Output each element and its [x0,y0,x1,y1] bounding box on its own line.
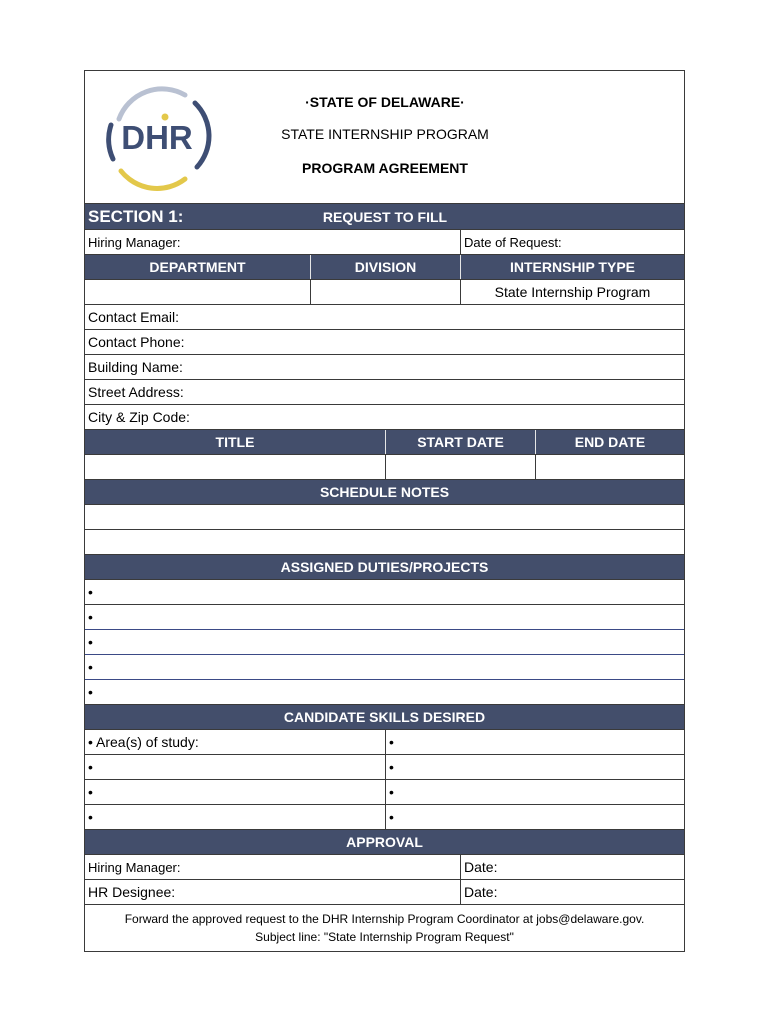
start-date-input[interactable] [385,455,535,479]
area-of-study-field[interactable]: • Area(s) of study: [88,734,199,750]
department-heading: DEPARTMENT [149,259,246,275]
division-heading: DIVISION [310,255,460,279]
duty-bullet: • [88,609,93,625]
department-header-bar [85,254,684,279]
skills-heading: CANDIDATE SKILLS DESIRED [283,709,486,725]
section-label: SECTION 1: [88,206,184,226]
duty-item[interactable] [85,679,684,704]
end-date-heading: END DATE [535,430,684,454]
schedule-notes-line[interactable] [85,504,684,529]
date-of-request-field[interactable]: Date of Request: [460,230,684,254]
contact-phone-field[interactable]: Contact Phone: [88,334,185,350]
section1-bar [85,203,684,229]
city-zip-row [85,404,684,429]
skills-row [85,729,684,754]
section-title: REQUEST TO FILL [322,208,448,225]
skill-field[interactable]: • [385,780,684,804]
skill-field[interactable]: • [385,805,684,829]
skills-row [85,804,684,829]
agreement-heading: PROGRAM AGREEMENT [302,160,468,176]
form-header [85,71,684,203]
state-heading: ·STATE OF DELAWARE· [305,94,465,110]
internship-request-form [84,70,685,952]
duty-bullet: • [88,684,93,700]
approval-row [85,879,684,904]
department-input[interactable] [85,280,310,304]
title-heading: TITLE [215,434,255,450]
approval-heading: APPROVAL [346,834,423,850]
duty-item[interactable] [85,604,684,629]
approval-hiring-manager-field[interactable]: Hiring Manager: [88,859,181,875]
approval-row [85,854,684,879]
division-input[interactable] [310,280,460,304]
approval-bar [85,829,684,854]
footer-row [85,904,684,951]
contact-email-row [85,304,684,329]
hr-designee-field[interactable]: HR Designee: [88,884,176,900]
street-address-row [85,379,684,404]
title-dates-values-row [85,454,684,479]
duties-bar [85,554,684,579]
skill-field[interactable]: • [88,809,93,825]
skills-bar [85,704,684,729]
contact-email-field[interactable]: Contact Email: [88,309,180,325]
building-name-field[interactable]: Building Name: [88,359,183,375]
skill-field[interactable]: • [88,759,93,775]
contact-phone-row [85,329,684,354]
schedule-notes-line[interactable] [85,529,684,554]
duty-bullet: • [88,634,93,650]
schedule-notes-heading: SCHEDULE NOTES [319,484,450,500]
schedule-notes-bar [85,479,684,504]
department-values-row [85,279,684,304]
footer-instruction: Forward the approved request to the DHR Internship Program Coordinator at jobs@delaware.gov. [124,912,645,926]
skill-field[interactable]: • [385,755,684,779]
skills-row [85,754,684,779]
title-input[interactable] [85,455,385,479]
skill-field[interactable]: • [88,784,93,800]
duty-bullet: • [88,584,93,600]
start-date-heading: START DATE [385,430,535,454]
end-date-input[interactable] [535,455,684,479]
request-row [85,229,684,254]
approval-date-field[interactable]: Date: [460,855,684,879]
duties-heading: ASSIGNED DUTIES/PROJECTS [280,559,489,575]
skills-row [85,779,684,804]
internship-type-value[interactable]: State Internship Program [460,280,684,304]
building-name-row [85,354,684,379]
hr-date-field[interactable]: Date: [460,880,684,904]
city-zip-field[interactable]: City & Zip Code: [88,409,190,425]
street-address-field[interactable]: Street Address: [88,384,184,400]
duty-bullet: • [88,659,93,675]
internship-type-heading: INTERNSHIP TYPE [460,255,684,279]
skill-field[interactable]: • [385,730,684,754]
duty-item[interactable] [85,629,684,654]
duty-item[interactable] [85,579,684,604]
hiring-manager-field[interactable]: Hiring Manager: [88,234,181,250]
dhr-logo [99,83,215,191]
logo-text: DHR [121,119,193,156]
program-heading: STATE INTERNSHIP PROGRAM [281,126,489,142]
duty-item[interactable] [85,654,684,679]
title-dates-header-bar [85,429,684,454]
footer-subject-line: Subject line: "State Internship Program Request" [255,930,514,944]
